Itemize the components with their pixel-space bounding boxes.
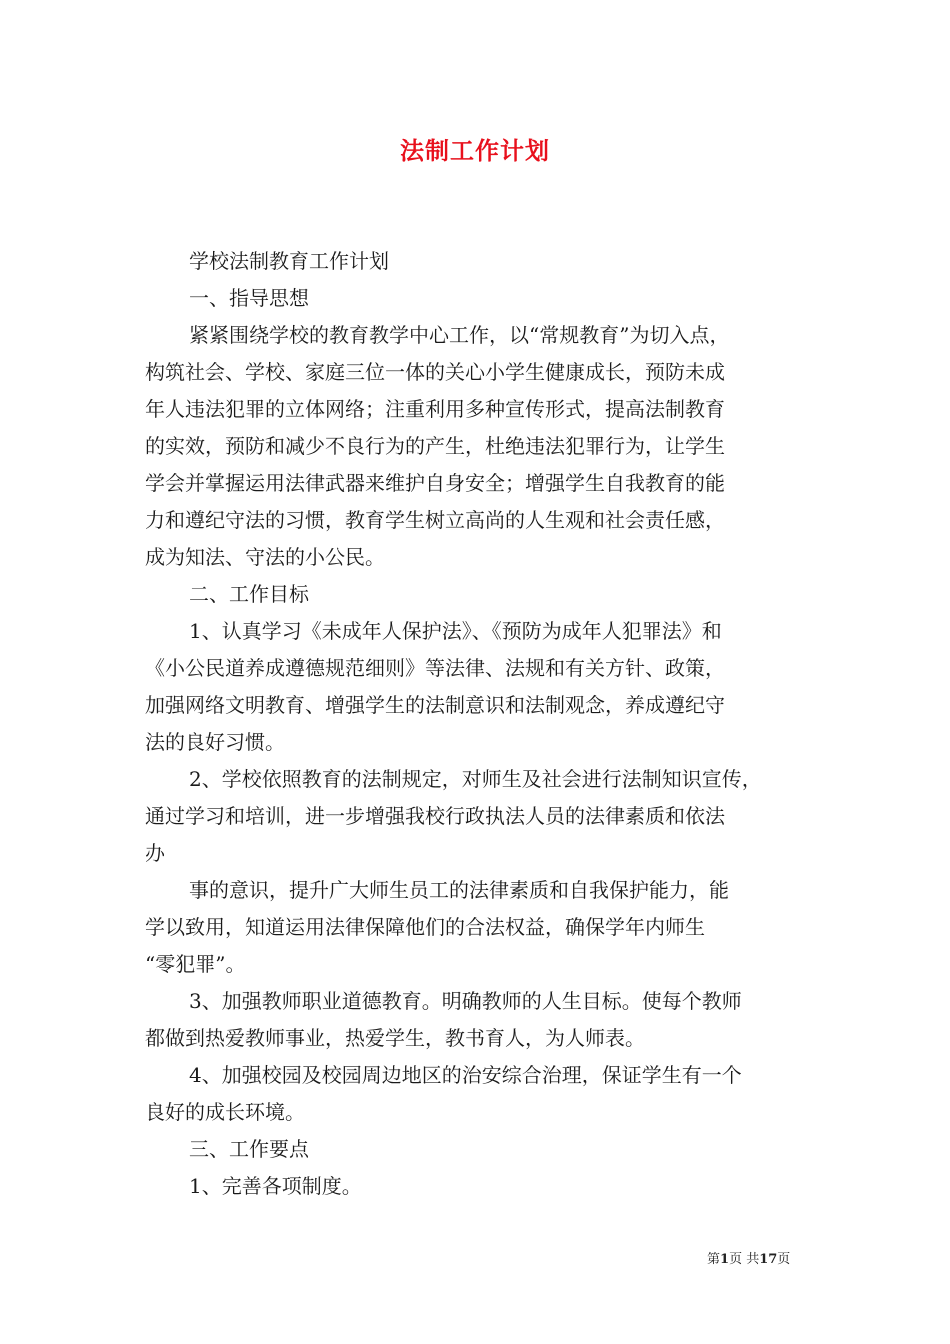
body-line: 学以致用，知道运用法律保障他们的合法权益，确保学年内师生 (145, 915, 705, 939)
current-page-number: 1 (720, 1252, 730, 1267)
body-line: 办 (145, 841, 165, 865)
body-line: 学校法制教育工作计划 (189, 249, 389, 273)
body-line: 《小公民道养成遵德规范细则》等法律、法规和有关方针、政策， (145, 656, 725, 680)
body-line: 年人违法犯罪的立体网络；注重利用多种宣传形式，提高法制教育 (145, 397, 725, 421)
body-line: 4、加强校园及校园周边地区的治安综合治理，保证学生有一个 (189, 1063, 742, 1087)
body-line: 紧紧围绕学校的教育教学中心工作，以“常规教育”为切入点， (189, 323, 730, 347)
body-line: 2、学校依照教育的法制规定，对师生及社会进行法制知识宣传， (189, 767, 762, 791)
body-line: 学会并掌握运用法律武器来维护自身安全；增强学生自我教育的能 (145, 471, 725, 495)
body-line: “零犯罪”。 (145, 952, 246, 976)
body-line: 3、加强教师职业道德教育。明确教师的人生目标。使每个教师 (189, 989, 742, 1013)
body-line: 成为知法、守法的小公民。 (145, 545, 385, 569)
body-line: 1、认真学习《未成年人保护法》、《预防为成年人犯罪法》和 (189, 619, 722, 643)
section-heading: 一、指导思想 (189, 286, 309, 310)
body-line: 都做到热爱教师事业，热爱学生，教书育人，为人师表。 (145, 1026, 645, 1050)
total-page-count: 17 (759, 1252, 778, 1267)
body-line: 加强网络文明教育、增强学生的法制意识和法制观念，养成遵纪守 (145, 693, 725, 717)
body-line: 事的意识，提升广大师生员工的法律素质和自我保护能力，能 (189, 878, 729, 902)
body-line: 法的良好习惯。 (145, 730, 285, 754)
body-line: 的实效，预防和减少不良行为的产生，杜绝违法犯罪行为，让学生 (145, 434, 725, 458)
body-line: 通过学习和培训，进一步增强我校行政执法人员的法律素质和依法 (145, 804, 725, 828)
body-line: 良好的成长环境。 (145, 1100, 305, 1124)
footer-suffix: 页 (777, 1252, 791, 1267)
section-heading: 三、工作要点 (189, 1137, 309, 1161)
document-title: 法制工作计划 (400, 136, 550, 165)
body-line: 力和遵纪守法的习惯，教育学生树立高尚的人生观和社会责任感， (145, 508, 725, 532)
footer-middle: 页 共 (729, 1252, 760, 1267)
section-heading: 二、工作目标 (189, 582, 309, 606)
footer-prefix: 第 (707, 1252, 721, 1267)
page-footer (707, 1248, 790, 1267)
body-line: 构筑社会、学校、家庭三位一体的关心小学生健康成长，预防未成 (145, 360, 725, 384)
body-line: 1、完善各项制度。 (189, 1174, 362, 1198)
document-body (145, 243, 810, 1205)
